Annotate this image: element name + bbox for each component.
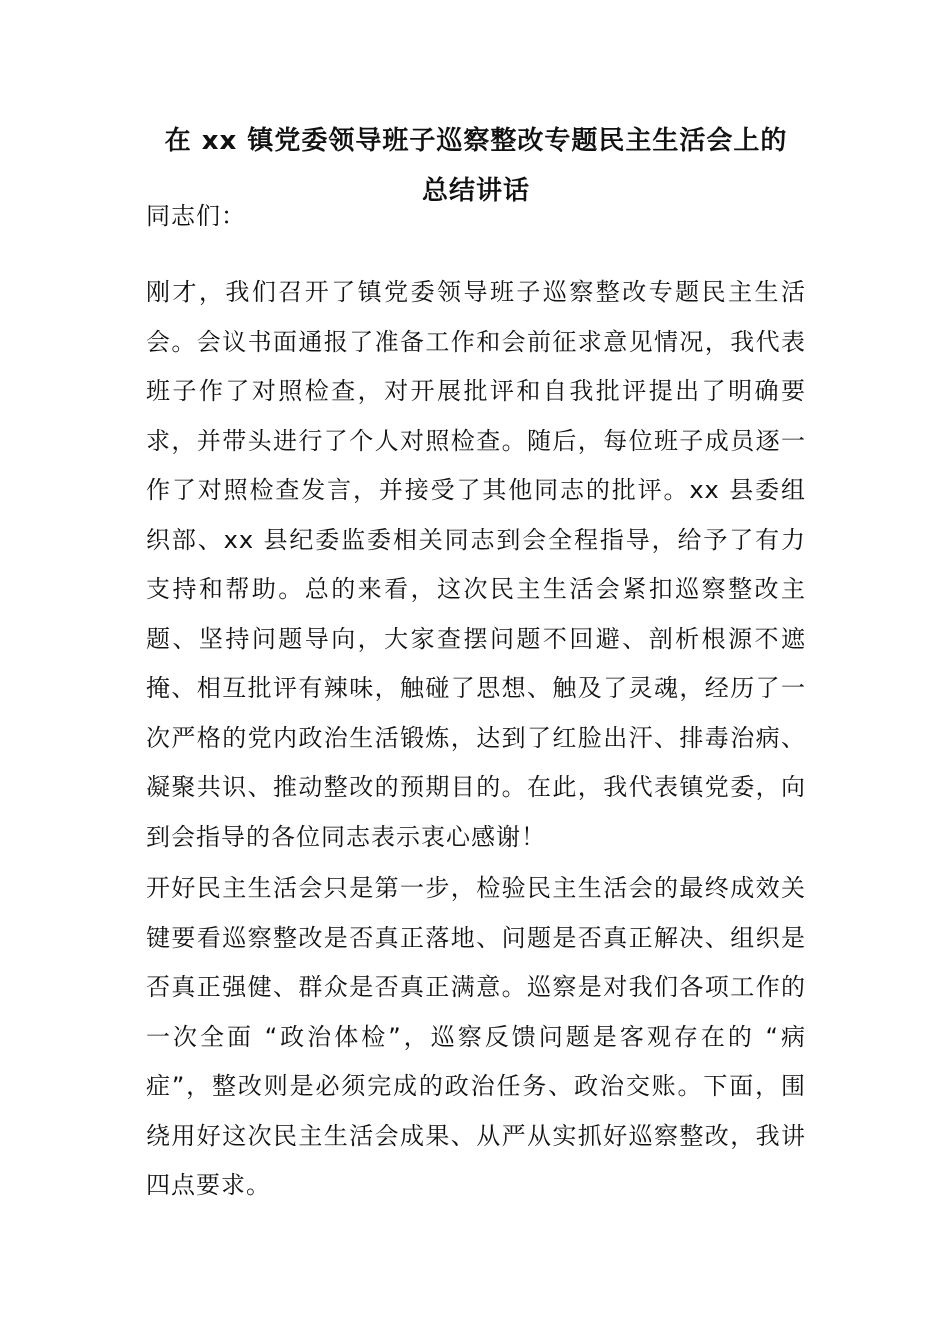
salutation: 同志们：	[146, 202, 246, 230]
paragraph-2: 开好民主生活会只是第一步，检验民主生活会的最终成效关键要看巡察整改是否真正落地、问题是否真正解决、组织是否真正强健、群众是否真正满意。巡察是对我们各项工作的一次全面 “政治体检”，巡察反馈问题是客观存在的 “病症”，整改则是必须完成的政治任务、政治交账。下面，围绕用好这次民主生活会成果、从严从实抓好巡察整改，我讲四点要求。	[146, 874, 806, 1199]
paragraph-1: 刚才，我们召开了镇党委领导班子巡察整改专题民主生活会。会议书面通报了准备工作和会前征求意见情况，我代表班子作了对照检查，对开展批评和自我批评提出了明确要求，并带头进行了个人对照检查。随后，每位班子成员逐一作了对照检查发言，并接受了其他同志的批评。xx 县委组织部、xx 县纪委监委相关同志到会全程指导，给予了有力支持和帮助。总的来看，这次民主生活会紧扣巡察整改主题、坚持问题导向，大家查摆问题不回避、剖析根源不遮掩、相互批评有辣味，触碰了思想、触及了灵魂，经历了一次严格的党内政治生活锻炼，达到了红脸出汗、排毒治病、凝聚共识、推动整改的预期目的。在此，我代表镇党委，向到会指导的各位同志表示衷心感谢！	[146, 278, 806, 851]
document-title-line-2: 总结讲话	[421, 176, 530, 206]
document-title-line-1: 在 xx 镇党委领导班子巡察整改专题民主生活会上的	[164, 126, 788, 156]
